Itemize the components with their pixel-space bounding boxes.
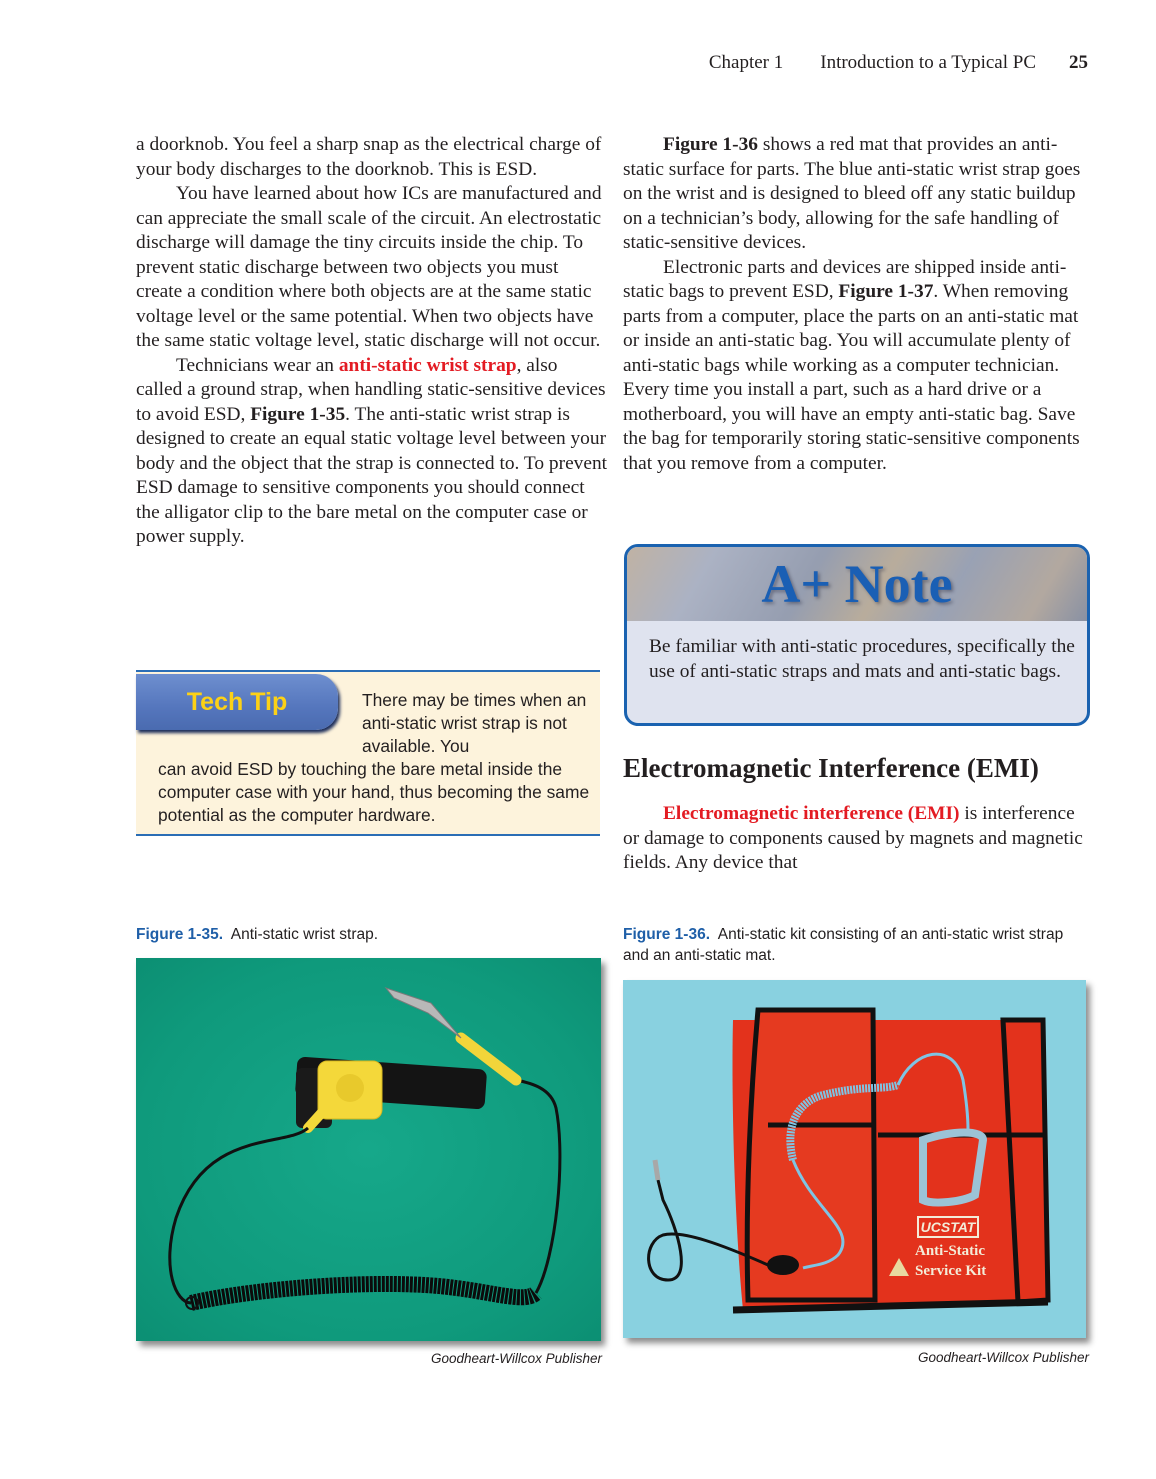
clip-wire [516,1080,560,1293]
text: . When removing parts from a computer, place the parts on an anti-static mat or inside an anti-static bag. You will accumulate plenty of anti-static bags while working as a computer technician. Every time you install a part, such as a hard drive or a motherboard, you will have an empty anti-static bag. Save the bag for temporarily storing static-sensitive components that you remove from a computer. [623,281,1080,474]
figure-reference: Figure 1-37 [838,281,934,302]
wrist-strap-photo [136,958,601,1341]
text: , also called a ground strap, when handling static-sensitive devices to avoid ESD, [136,354,606,425]
aplus-note-text: Be familiar with anti-static procedures, specifically the use of anti-static straps and mats and anti-static bags. [649,636,1075,682]
tech-tip-label: Tech Tip [186,687,288,716]
page-number: 25 [1069,52,1088,73]
chapter-title: Introduction to a Typical PC [820,52,1036,73]
paragraph [623,802,1089,876]
photo-credit: Goodheart-Willcox Publisher [431,1351,602,1366]
aplus-note-title: A+ Note [761,554,953,614]
left-column [136,133,608,550]
paragraph [136,354,608,550]
wrist-strap-illustration [136,958,601,1341]
figure-caption-text: Anti-static kit consisting of an anti-static wrist strap and an anti-static mat. [623,926,1064,964]
alligator-clip-icon [655,1160,658,1180]
tech-tip-text: There may be times when an anti-static wrist strap is not available. You [362,690,587,756]
tech-tip-tab [136,674,338,730]
key-term: anti-static wrist strap [338,354,517,376]
paragraph [623,133,1089,256]
emi-paragraph [623,802,1089,876]
key-term: Electromagnetic interference (EMI) [663,803,960,824]
figure-reference: Figure 1-36 [663,134,758,155]
paragraph: You have learned about how ICs are manufactured and can appreciate the small scale of the circuit. An electrostatic discharge will damage the tiny circuits inside the chip. To prevent static discharge between two objects you must create a condition where both objects are at the same static voltage level or the same potential. When two objects have the same static voltage level, static discharge will not occur. [136,183,602,351]
mat-flap [747,1010,875,1300]
figure-number: Figure 1-36. [623,926,710,943]
paragraph: a doorknob. You feel a sharp snap as the electrical charge of your body discharges to the doorknob. This is ESD. [136,134,602,180]
ground-snap [767,1255,799,1275]
paragraph [623,256,1089,477]
figure-caption [623,924,1089,966]
aplus-note-banner [627,547,1087,621]
text: . The anti-static wrist strap is designed to create an equal static voltage level between your body and the object that the strap is connected to. To prevent ESD damage to sensitive components you should connect the alligator clip to the bare metal on the computer case or power supply. [136,403,608,547]
text: Technicians wear an [176,354,339,376]
aplus-note-box [624,544,1090,726]
alligator-clip-icon [386,988,461,1038]
anti-static-kit-photo [623,980,1086,1338]
product-label-line1: Anti-Static [915,1243,985,1259]
text: Electronic parts and devices are shipped inside anti-static bags to prevent ESD, [623,256,1067,302]
chapter-label: Chapter 1 [708,52,784,73]
tech-tip-text: can avoid ESD by touching the bare metal inside the computer case with your hand, thus becoming the same potential as the computer hardware. [158,759,590,825]
figure-caption [136,924,606,945]
product-label-line2: Service Kit [915,1263,987,1279]
figure-caption-text: Anti-static wrist strap. [230,926,379,943]
ground-wire [170,1128,308,1303]
text: is interference or damage to components caused by magnets and magnetic fields. Any device that [623,803,1083,873]
coiled-cord [191,1284,536,1303]
snap-button [336,1074,364,1102]
anti-static-kit-illustration [623,980,1086,1338]
right-column [623,133,1089,476]
tech-tip-box [136,670,600,836]
running-header [709,52,1088,74]
brand-label: UCSTAT [920,1219,976,1235]
photo-credit: Goodheart-Willcox Publisher [918,1350,1089,1365]
figure-number: Figure 1-35. [136,926,223,943]
text: shows a red mat that provides an anti-static surface for parts. The blue anti-static wrist strap goes on the wrist and is designed to bleed off any static buildup on a technician’s body, allowing for the safe handling of static-sensitive devices. [623,134,1081,253]
section-heading: Electromagnetic Interference (EMI) [623,753,1039,783]
figure-reference: Figure 1-35 [250,403,346,425]
